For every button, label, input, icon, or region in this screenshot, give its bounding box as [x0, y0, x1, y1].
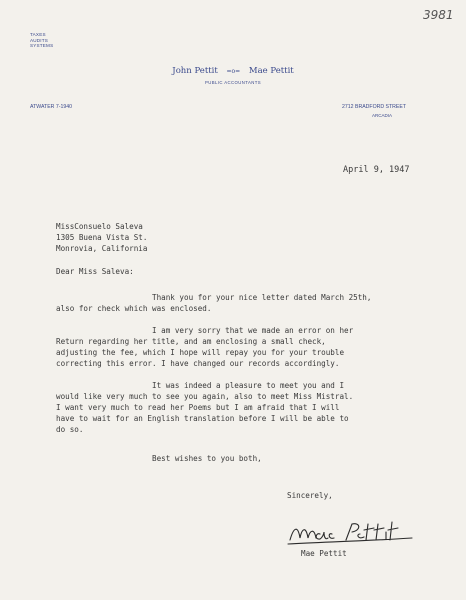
paragraph-2 — [56, 325, 436, 369]
services-list — [30, 32, 53, 49]
paragraph-3 — [56, 380, 436, 435]
signer-name: Mae Pettit — [301, 549, 347, 558]
paragraph-line: also for check which was enclosed. — [56, 304, 212, 313]
letterhead-subtitle: PUBLIC ACCOUNTANTS — [204, 80, 262, 85]
recipient-address — [56, 221, 147, 254]
paragraph-line: I want very much to read her Poems but I am afraid that I will — [56, 403, 340, 412]
address-line: 1305 Buena Vista St. — [56, 233, 148, 242]
paragraph-line: Thank you for your nice letter dated March 25th, — [152, 293, 372, 302]
service-taxes: TAXES — [30, 32, 46, 37]
paragraph-line: have to wait for an English translation before I will be able to — [56, 414, 349, 423]
paragraph-line: Return regarding her title, and am enclosing a small check, — [56, 337, 326, 346]
handwritten-signature — [286, 518, 416, 548]
archive-number: 3981 — [423, 8, 454, 22]
letterhead-city: ARCADIA — [372, 113, 393, 118]
service-audits: AUDITS — [30, 37, 49, 43]
paragraph-line: I am very sorry that we made an error on her — [152, 326, 354, 335]
closing: Sincerely, — [287, 491, 333, 500]
salutation: Dear Miss Saleva: — [56, 267, 134, 276]
paragraph-line: correcting this error. I have changed our records accordingly. — [56, 359, 340, 368]
paragraph-line: adjusting the fee, which I hope will repay you for your trouble — [56, 348, 345, 357]
paragraph-line: do so. — [56, 425, 84, 434]
letterhead-name-right: Mae Pettit — [248, 66, 294, 76]
letter-date: April 9, 1947 — [343, 165, 410, 175]
paragraph-1 — [56, 292, 436, 314]
letterhead-phone: ATWATER 7-1940 — [30, 104, 72, 110]
best-wishes: Best wishes to you both, — [152, 454, 262, 463]
service-systems: SYSTEMS — [30, 43, 54, 49]
letterhead-names — [0, 66, 466, 76]
letterhead-name-left: John Pettit — [172, 66, 218, 76]
paragraph-line: It was indeed a pleasure to meet you and I — [152, 381, 345, 390]
address-line: Monrovia, California — [56, 244, 148, 253]
letterhead-separator: =o= — [226, 68, 241, 75]
address-line: MissConsuelo Saleva — [56, 222, 143, 231]
letterhead-street: 2712 BRADFORD STREET — [342, 104, 406, 110]
paragraph-line: would like very much to see you again, also to meet Miss Mistral. — [56, 392, 354, 401]
